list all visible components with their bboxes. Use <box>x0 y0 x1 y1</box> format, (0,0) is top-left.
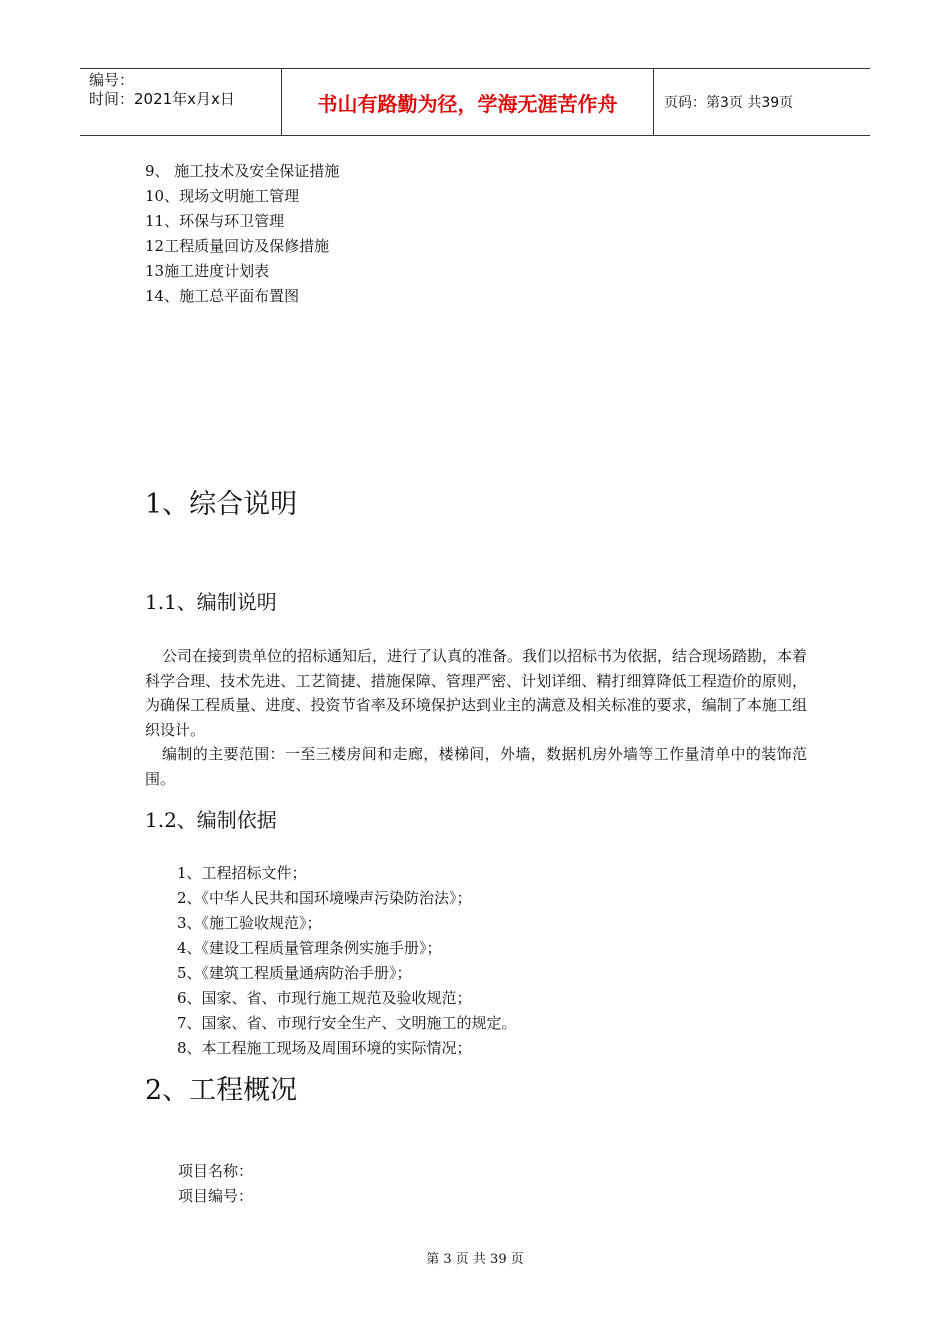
header-motto: 书山有路勤为径，学海无涯苦作舟 <box>282 69 654 135</box>
reference-item: 7、国家、省、市现行安全生产、文明施工的规定。 <box>177 1014 517 1032</box>
toc-item-10: 10、现场文明施工管理 <box>145 187 300 205</box>
project-name-label: 项目名称： <box>178 1162 254 1180</box>
header-meta <box>80 69 282 135</box>
reference-item: 4、《建设工程质量管理条例实施手册》； <box>177 939 442 957</box>
doc-number-label: 编号： <box>89 71 135 89</box>
reference-item: 1、工程招标文件； <box>177 864 307 882</box>
section1-heading: 1、综合说明 <box>145 489 298 520</box>
section2-heading: 2、工程概况 <box>145 1075 298 1106</box>
toc-item-13: 13施工进度计划表 <box>145 262 270 280</box>
reference-item: 6、国家、省、市现行施工规范及验收规范； <box>177 989 472 1007</box>
reference-item: 5、《建筑工程质量通病防治手册》； <box>177 964 412 982</box>
reference-item: 2、《中华人民共和国环境噪声污染防治法》； <box>177 889 472 907</box>
page-footer: 第 3 页 共 39 页 <box>426 1252 524 1267</box>
reference-item: 8、本工程施工现场及周围环境的实际情况； <box>177 1039 472 1057</box>
project-number-label: 项目编号： <box>178 1187 254 1205</box>
page-header <box>80 68 870 136</box>
toc-item-11: 11、环保与环卫管理 <box>145 212 285 230</box>
header-page-info: 页码：第3页 共39页 <box>664 95 794 111</box>
body-paragraph: 编制的主要范围：一至三楼房间和走廊，楼梯间，外墙，数据机房外墙等工作量清单中的装饰范围。 <box>145 745 807 788</box>
section1-1-body <box>145 644 807 791</box>
body-paragraph: 公司在接到贵单位的招标通知后，进行了认真的准备。我们以招标书为依据，结合现场踏勘，本着科学合理、技术先进、工艺简捷、措施保障、管理严密、计划详细、精打细算降低工程造价的原则，为确保工程质量、进度、投资节省率及环境保护达到业主的满意及相关标准的要求，编制了本施工组织设计。 <box>145 647 808 739</box>
toc-item-12: 12工程质量回访及保修措施 <box>145 237 330 255</box>
section1-1-heading: 1.1、编制说明 <box>145 590 277 614</box>
reference-item: 3、《施工验收规范》； <box>177 914 322 932</box>
toc-item-9: 9、 施工技术及安全保证措施 <box>145 162 340 180</box>
date-label: 时间：2021年x月x日 <box>89 90 235 108</box>
section1-2-heading: 1.2、编制依据 <box>145 808 277 832</box>
toc-item-14: 14、施工总平面布置图 <box>145 287 300 305</box>
